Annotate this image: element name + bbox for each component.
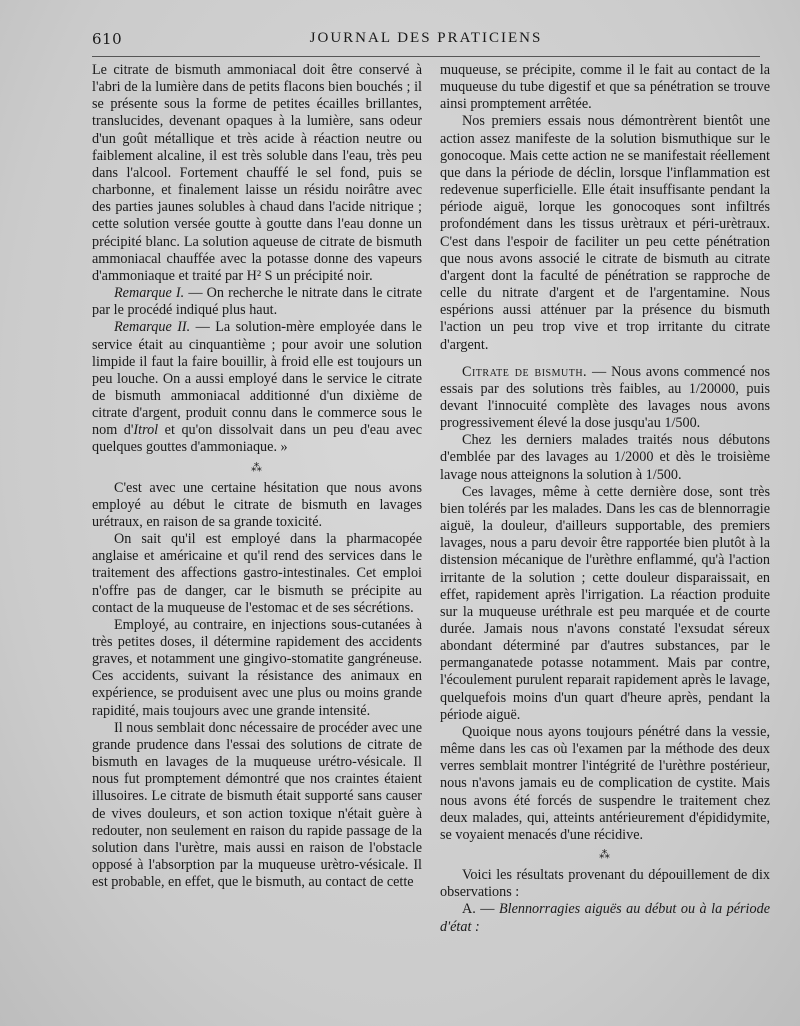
paragraph: Chez les derniers malades traités nous débutons d'emblée par des lavages au 1/2000 et dès le troisième lavage nous atteignons la solution à 1/500. [440,432,770,483]
left-column [92,62,422,891]
paragraph: Ces lavages, même à cette dernière dose, sont très bien tolérés par les malades. Dans les cas de blennorragie aiguë, la douleur, d'ailleurs supportable, des premiers lavages, nous a paru devoir être rapportée bien plutôt à la distension mécanique de l'urèthre enflammé, qu'à l'action irritante de la solution ; cette douleur disparaissait, en effet, rapidement après l'irrigation. La réaction produite sur la muqueuse uréthrale est peu marquée et de courte durée. Jamais nous n'avons constaté l'exsudat séreux abondant déterminé par d'autres substances, par le permanganatede potasse notamment. Mais par contre, l'écoulement purulent reparait rapidement après le lavage, quelquefois moins d'un quart d'heure après, pendant la période aiguë. [440,483,770,723]
page-number: 610 [92,30,123,48]
subsection-title: Blennorragies aiguës au début ou à la période d'état : [440,901,770,935]
remark-2 [92,319,422,456]
paragraph: Voici les résultats provenant du dépouillement de dix observations : [440,867,770,901]
remark-label: Remarque I. [114,285,185,302]
subsection-label: A. — [462,901,499,918]
paragraph: Nos premiers essais nous démontrèrent bientôt une action assez manifeste de la solution bismuthique sur le gonocoque. Mais cette action ne se manifestait réellement que dans la période de déclin, lorsque l'inflammation est redevenue superficielle. Elle était insuffisante pendant la période aiguë, lorque les gonocoques sont infiltrés profondément dans les tissus urètraux et péri-urètraux. C'est dans l'espoir de faciliter un peu cette pénétration que nous avons associé le citrate de bismuth au citrate d'argent dont la faculté de pénétration se rapproche de celle du nitrate d'argent et de l'argentamine. Nous espérions aussi atténuer par la présence du bismuth l'action un peu trop vive et trop irritante du citrate d'argent. [440,113,770,353]
right-column [440,62,770,936]
paragraph: Le citrate de bismuth ammoniacal doit être conservé à l'abri de la lumière dans de petits flacons bien bouchés ; il se présente sous la forme de petites écailles brillantes, translucides, devenant opaques à la lumière, sans odeur d'un goût métallique et très acide à réaction neutre ou faiblement alcaline, il est très soluble dans l'eau, très peu dans l'alcool. Fortement chauffé le sel fond, puis se charbonne, et finalement laisse un résidu noirâtre avec des parties jaunes solubles à chaud dans l'acide nitrique ; cette solution versée goutte à goutte dans l'eau donne un précipité blanc. La solution aqueuse de citrate de bismuth ammoniacal chauffée avec la potasse donne des vapeurs d'ammoniaque et traité par H² S un précipité noir. [92,62,422,284]
section-citrate-bismuth [440,364,770,433]
remark-1 [92,285,422,319]
paragraph: Il nous semblait donc nécessaire de procéder avec une grande prudence dans l'essai des solutions de citrate de bismuth en lavages de la muqueuse urétro-vésicale. Il nous fut promptement démontré que nos craintes étaient illusoires. Le citrate de bismuth était supporté sans causer de vives douleurs, et son action toxique n'était guère à redouter, non seulement en raison du rapide passage de la solution dans l'urètre, mais aussi en raison de l'obstacle opposé à l'absorption par la muqueuse urètro-vésicale. Il est probable, en effet, que le bismuth, au contact de cette [92,719,422,891]
subsection-a [440,901,770,935]
itrol-term: Itrol [133,422,159,439]
paragraph: C'est avec une certaine hésitation que nous avons employé au début le citrate de bismuth en lavages urétraux, en raison de sa grande toxicité. [92,479,422,530]
section-label: Citrate de bismuth. [462,363,588,380]
paragraph: Employé, au contraire, en injections sous-cutanées à très petites doses, il détermine rapidement des accidents graves, et notamment une gingivo-stomatite gangréneuse. Ces accidents, suivant la résistance des animaux en expérience, se produisent avec une plus ou moins grande rapidité, mais toujours avec une grande intensité. [92,616,422,719]
remark-text: — La solution-mère employée dans le service était au cinquantième ; pour avoir une solution limpide il faut la faire bouillir, à froid elle est toujours un peu louche. On a aussi employé dans le service le citrate de bismuth ammoniacal additionné d'un dixième de citrate d'argent, produit connu dans le commerce sous le nom d' [92,319,422,439]
paragraph: Quoique nous ayons toujours pénétré dans la vessie, même dans les cas où l'examen par la méthode des deux verres semblait montrer l'intégrité de l'urèthre postérieur, nous n'avons jamais eu de complication de cystite. Mais nous avons été forcés de suspendre le traitement chez deux malades, qui, atteints antérieurement d'épididymite, se voyaient menacés d'une récidive. [440,723,770,843]
remark-label: Remarque II. [114,319,191,336]
running-title: JOURNAL DES PRATICIENS [309,30,543,46]
paragraph: muqueuse, se précipite, comme il le fait au contact de la muqueuse du tube digestif et que sa pénétration se trouve ainsi promptement arrêtée. [440,62,770,113]
asterism-divider: ⁂ [251,461,263,474]
section-text: — Nous avons commencé nos essais par des solutions très faibles, au 1/20000, puis devant l'innocuité complète des lavages nous avons progressivement élevé la dose jusqu'au 1/500. [440,363,770,432]
remark-text: — On recherche le nitrate dans le citrate par le procédé indiqué plus haut. [92,285,422,319]
remark-tail: et qu'on dissolvait dans un peu d'eau avec quelques gouttes d'ammoniaque. » [92,422,423,456]
page-header [92,28,760,57]
asterism-divider: ⁂ [599,849,611,862]
paragraph: On sait qu'il est employé dans la pharmacopée anglaise et américaine et qu'il rend des services dans le traitement des affections gastro-intestinales. Cet emploi n'offre pas de danger, car le bismuth se précipite au contact de la muqueuse de l'estomac et de ses sécrétions. [92,531,422,616]
